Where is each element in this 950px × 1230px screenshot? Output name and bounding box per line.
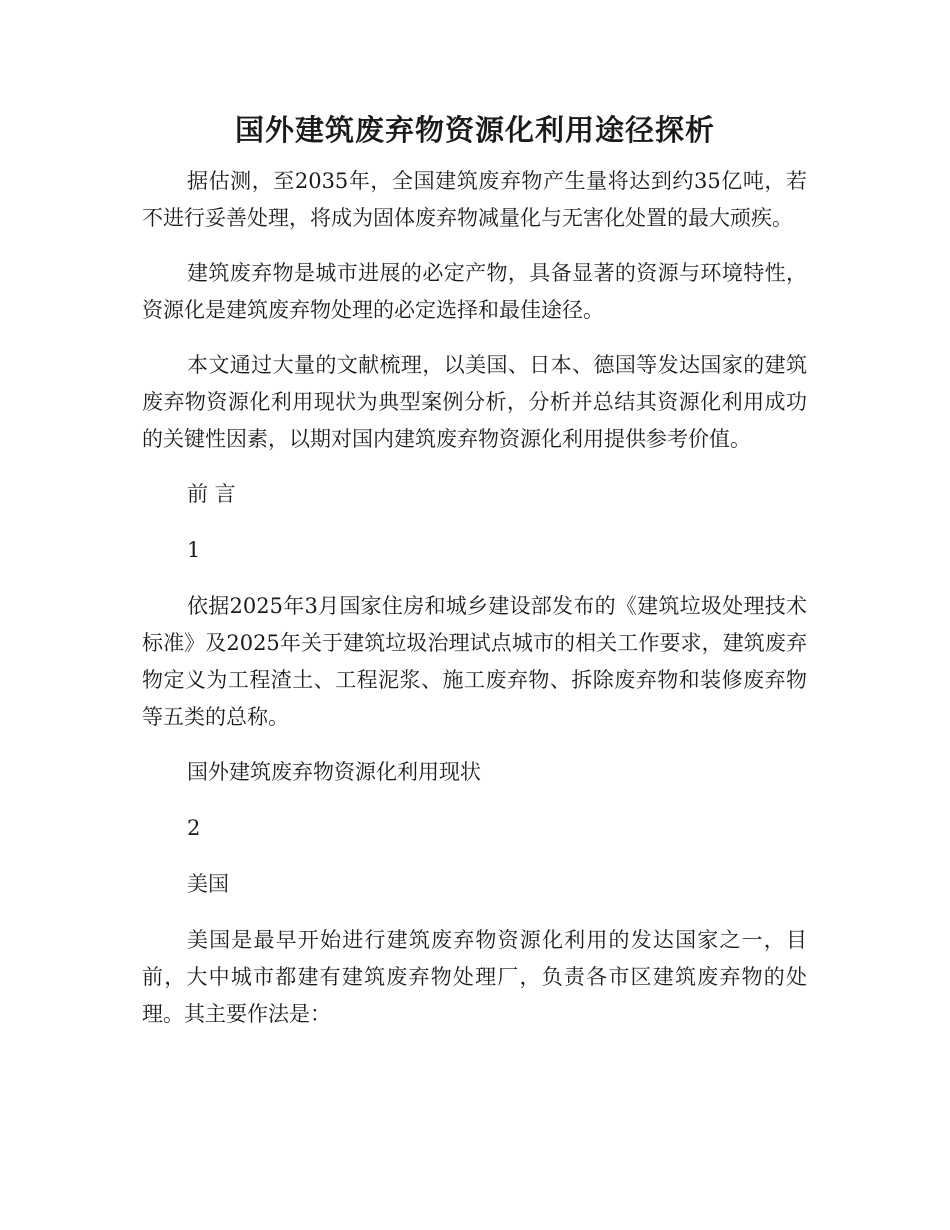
- document-title: 国外建筑废弃物资源化利用途径探析: [234, 113, 715, 147]
- section-heading-status: 国外建筑废弃物资源化利用现状: [187, 760, 481, 784]
- paragraph-estimate: 据估测，至2035年，全国建筑废弃物产生量将达到约35亿吨，若不进行妥善处理，将成为固体废弃物减量化与无害化处置的最大顽疾。: [142, 169, 807, 230]
- paragraph-usa: 美国是最早开始进行建筑废弃物资源化利用的发达国家之一，目前，大中城市都建有建筑废弃物处理厂，负责各市区建筑废弃物的处理。其主要作法是：: [142, 928, 807, 1026]
- subsection-heading-usa: 美国: [187, 872, 229, 896]
- paragraph-definition: 依据2025年3月国家住房和城乡建设部发布的《建筑垃圾处理技术标准》及2025年关于建筑垃圾治理试点城市的相关工作要求，建筑废弃物定义为工程渣土、工程泥浆、施工废弃物、拆除废弃物和装修废弃物等五类的总称。: [142, 594, 807, 729]
- paragraph-abstract: 本文通过大量的文献梳理，以美国、日本、德国等发达国家的建筑废弃物资源化利用现状为典型案例分析，分析并总结其资源化利用成功的关键性因素，以期对国内建筑废弃物资源化利用提供参考价值。: [142, 353, 807, 451]
- section-number-2: 2: [187, 816, 201, 840]
- paragraph-intro: 建筑废弃物是城市进展的必定产物，具备显著的资源与环境特性，资源化是建筑废弃物处理的必定选择和最佳途径。: [142, 261, 807, 322]
- section-number-1: 1: [187, 538, 201, 562]
- section-heading-preface: 前 言: [187, 482, 236, 506]
- document-body: [142, 163, 807, 1051]
